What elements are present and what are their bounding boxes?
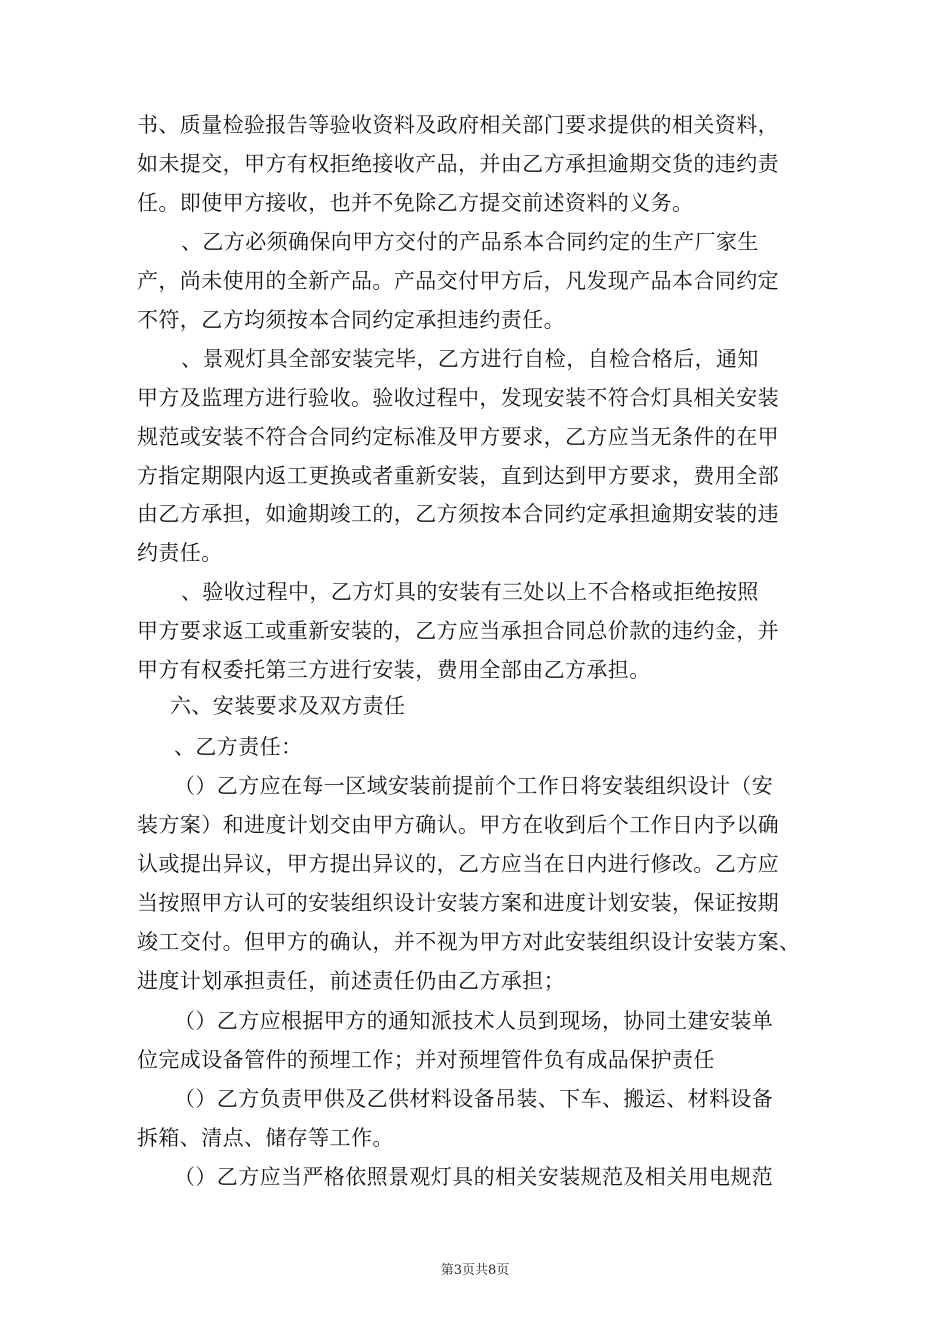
body-text-line: 方指定期限内返工更换或者重新安装，直到达到甲方要求，费用全部 — [137, 464, 779, 488]
body-text-line: 由乙方承担，如逾期竣工的，乙方须按本合同约定承担逾期安装的违 — [137, 502, 779, 526]
body-text-line: 甲方有权委托第三方进行安装，费用全部由乙方承担。 — [137, 658, 651, 682]
body-text-line: 不符，乙方均须按本合同约定承担违约责任。 — [137, 308, 565, 332]
subsection-heading: 、乙方责任： — [174, 735, 303, 759]
body-text-line: 竣工交付。但甲方的确认，并不视为甲方对此安装组织设计安装方案、 — [137, 930, 801, 954]
body-text-line: 、验收过程中，乙方灯具的安装有三处以上不合格或拒绝按照 — [181, 580, 759, 604]
body-text-line: 、乙方必须确保向甲方交付的产品系本合同约定的生产厂家生 — [181, 230, 759, 254]
body-text-line: 进度计划承担责任，前述责任仍由乙方承担； — [137, 969, 565, 993]
body-text-line: 拆箱、清点、储存等工作。 — [137, 1126, 394, 1150]
section-heading: 六、安装要求及双方责任 — [170, 694, 406, 718]
body-text-line: （）乙方负责甲供及乙供材料设备吊装、下车、搬运、材料设备 — [174, 1087, 774, 1111]
body-text-line: 规范或安装不符合合同约定标准及甲方要求，乙方应当无条件的在甲 — [137, 425, 779, 449]
body-text-line: 任。即使甲方接收，也并不免除乙方提交前述资料的义务。 — [137, 191, 694, 215]
body-text-line: 装方案）和进度计划交由甲方确认。甲方在收到后个工作日内予以确 — [137, 813, 779, 837]
body-text-line: （）乙方应当严格依照景观灯具的相关安装规范及相关用电规范 — [174, 1165, 774, 1189]
page-number-footer: 第3页共8页 — [440, 1263, 510, 1278]
body-text-line: 位完成设备管件的预埋工作；并对预埋管件负有成品保护责任 — [137, 1048, 715, 1072]
body-text-line: 约责任。 — [137, 541, 223, 565]
body-text-line: 产，尚未使用的全新产品。产品交付甲方后，凡发现产品本合同约定 — [137, 269, 779, 293]
body-text-line: 书、质量检验报告等验收资料及政府相关部门要求提供的相关资料， — [137, 113, 779, 137]
body-text-line: （）乙方应根据甲方的通知派技术人员到现场，协同土建安装单 — [174, 1009, 774, 1033]
body-text-line: 认或提出异议，甲方提出异议的，乙方应当在日内进行修改。乙方应 — [137, 852, 779, 876]
body-text-line: （）乙方应在每一区域安装前提前个工作日将安装组织设计（安 — [174, 774, 774, 798]
body-text-line: 甲方及监理方进行验收。验收过程中，发现安装不符合灯具相关安装 — [137, 386, 779, 410]
body-text-line: 甲方要求返工或重新安装的，乙方应当承担合同总价款的违约金，并 — [137, 619, 779, 643]
body-text-line: 当按照甲方认可的安装组织设计安装方案和进度计划安装，保证按期 — [137, 891, 779, 915]
body-text-line: 、景观灯具全部安装完毕，乙方进行自检，自检合格后，通知 — [181, 347, 759, 371]
body-text-line: 如未提交，甲方有权拒绝接收产品，并由乙方承担逾期交货的违约责 — [137, 152, 779, 176]
